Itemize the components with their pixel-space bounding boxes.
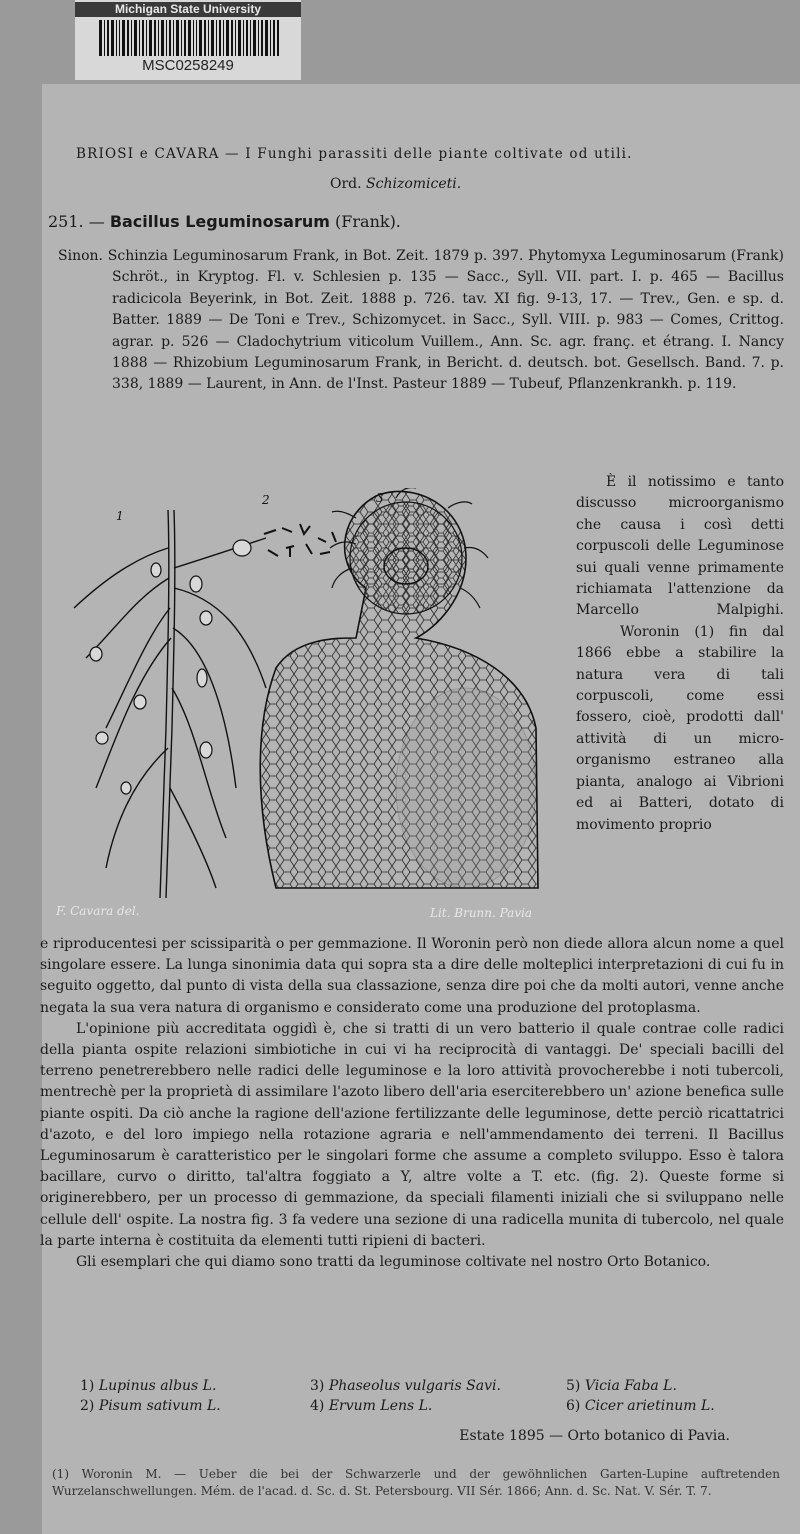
species-name: Bacillus Leguminosarum [109, 212, 330, 231]
fig3-label: 3 [376, 491, 384, 505]
body-p2: L'opinione più accreditata oggidì è, che si tratti di un vero batterio il quale contrae colle radici della pianta ospite relazioni simbiotiche in cui vi ha reciprocità di vantaggi. De' speciali bacilli del terreno penetrerebbero nelle radici delle leguminose e la loro attività provocherebbe i noti tubercoli, mentrechè per la proprietà di assimilare l'azoto libero dell'aria eserciterebbero un' azione benefica sulle piante ospiti. Da ciò anche la ragione dell'azione fertilizzante delle leguminose, dette perciò ricattatrici d'azoto, e del loro impiego nella rotazione agraria e nell'ammendamento dei terreni. Il Bacillus Leguminosarum è caratteristico per le singolari forme che assume a completo sviluppo. Esso è talora bacillare, curvo o diritto, tal'altra foggiato a Y, altre volte a T. etc. (fig. 2). Queste forme si originerebbero, per un processo di gemmazione, da speciali filamenti iniziali che si sviluppano nelle cellule dell' ospite. La nostra fig. 3 fa vedere una sezione di una radicella munita di tubercolo, nel quale la parte interna è costituita da elementi tutti ripieni di bacteri. [40, 1020, 784, 1249]
footnote: (1) Woronin M. — Ueber die bei der Schwarzerle und der gewöhnlichen Garten-Lupine auftretenden Wurzelanschwellungen. Mém. de l'acad. d. Sc. d. St. Petersbourg. VII Sér. 1866; Ann. d. Sc. Nat. V. Sér. T. 7. [52, 1467, 780, 1498]
species-number: 251. — [48, 212, 105, 231]
collection-locale: Estate 1895 — Orto botanico di Pavia. [459, 1428, 730, 1444]
description-p2: Woronin (1) fin dal 1866 ebbe a stabilire la natura vera di tali corpuscoli, come essi fossero, cioè, prodotti dall' attività di un micro-organismo estraneo alla pianta, analogo ai Vibrioni ed ai Batteri, dotato di movimento proprio [576, 623, 784, 833]
fig3-section [260, 488, 538, 888]
description-p1: È il notissimo e tanto discusso microorganismo che causa i così detti corpuscoli delle Leguminose sui quali venne primamente richiamata l'attenzione da Marcello Malpighi. [576, 474, 784, 619]
body-p1: e riproducentesi per scissiparità o per gemmazione. Il Woronin però non diede allora alcun nome a quel singolare essere. La lunga sinonimia data qui sopra sta a dire delle molteplici interpretazioni di cui fu in seguito oggetto, dal punto di vista della sua classazione, senza dire poi che da molti autori, venne anche negata la sua vera natura di organismo e considerato come una produzione del protoplasma. [40, 936, 784, 1016]
synonymy-paragraph: Sinon. Schinzia Leguminosarum Frank, in Bot. Zeit. 1879 p. 397. Phytomyxa Leguminosarum (Frank) Schröt., in Kryptog. Fl. v. Schlesien p. 135 — Sacc., Syll. VII. part. I. p. 465 — Bacillus radicicola Beyerink, in Bot. Zeit. 1888 p. 726. tav. XI fig. 9-13, 17. — Trev., Gen. e sp. d. Batter. 1889 — De Toni e Trev., Schizomycet. in Sacc., Syll. VIII. p. 983 — Comes, Crittog. agrar. p. 526 — Cladochytrium viticolum Vuillem., Ann. Sc. agr. franç. et étrang. I. Nancy 1888 — Rhizobium Leguminosarum Frank, in Bericht. d. deutsch. bot. Gesellsch. Band. 7. p. 338, 1889 — Laurent, in Ann. de l'Inst. Pasteur 1889 — Tubeuf, Pflanzenkrankh. p. 119. [58, 248, 784, 393]
order-prefix: Ord. [330, 176, 362, 192]
fig2-bacteroids [264, 524, 336, 557]
order-line [330, 176, 461, 192]
species-title [48, 212, 401, 231]
page-header: BRIOSI e CAVARA — I Funghi parassiti delle piante coltivate od utili. [76, 146, 633, 162]
description-column [576, 472, 784, 836]
specimen-code: MSC0258249 [142, 57, 234, 74]
specimen-item: 2) Pisum sativum L. [80, 1398, 221, 1414]
fig1-label: 1 [116, 509, 124, 523]
artist-signature: F. Cavara del. [56, 904, 140, 918]
barcode-label [75, 0, 301, 80]
specimen-item: 5) Vicia Faba L. [566, 1378, 677, 1394]
body-p3: Gli esemplari che qui diamo sono tratti da leguminose coltivate nel nostro Orto Botanico. [76, 1254, 711, 1271]
specimen-item: 3) Phaseolus vulgaris Savi. [310, 1378, 501, 1394]
fig1-root-drawing [74, 510, 266, 898]
barcode [99, 20, 279, 56]
fig2-label: 2 [262, 493, 270, 507]
species-authority: (Frank). [335, 212, 401, 231]
botanical-figure [56, 488, 576, 918]
institution-name: Michigan State University [75, 2, 301, 17]
body-text [40, 934, 784, 1273]
specimen-item: 6) Cicer arietinum L. [566, 1398, 715, 1414]
lithographer-signature: Lit. Brunn. Pavia [430, 906, 533, 920]
specimen-item: 1) Lupinus albus L. [80, 1378, 217, 1394]
specimen-item: 4) Ervum Lens L. [310, 1398, 433, 1414]
order-name: Schizomiceti. [366, 176, 462, 192]
